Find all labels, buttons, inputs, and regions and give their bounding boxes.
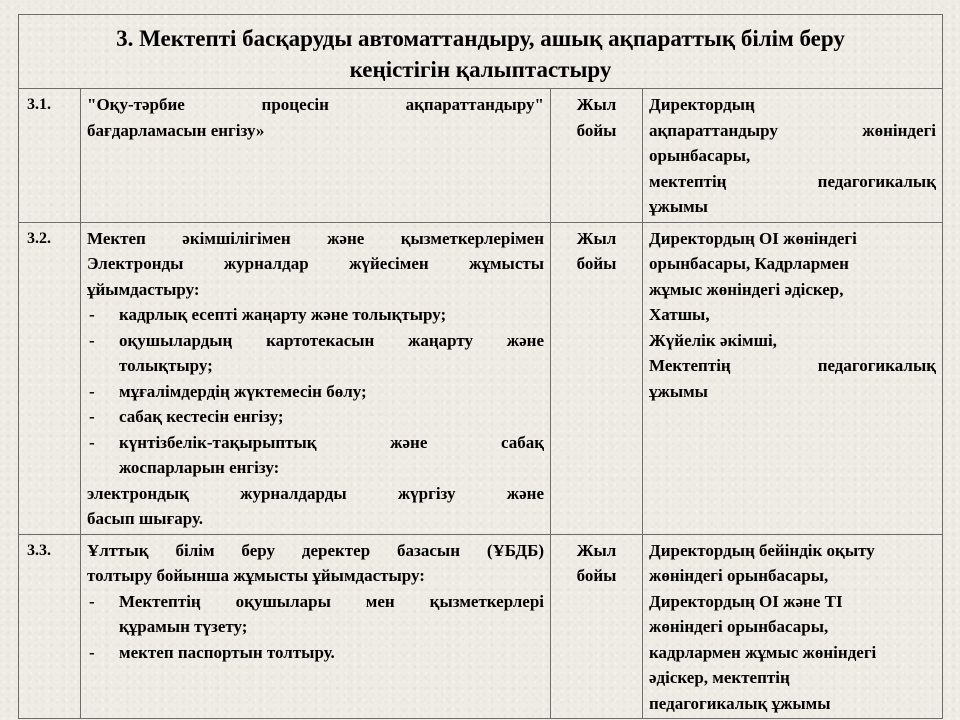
responsible-line: Директордың ОІ жөніндегі	[649, 228, 857, 248]
section-title-row	[19, 15, 943, 89]
task-line: толтыру бойынша жұмысты ұйымдастыру:	[87, 566, 425, 585]
deadline-cell	[551, 534, 643, 719]
row-number: 3.3.	[19, 534, 81, 719]
task-cell	[81, 534, 551, 719]
deadline-cell	[551, 222, 643, 534]
plan-table	[18, 14, 943, 719]
list-item-text: Мектептің оқушылары мен қызметкерлері	[119, 591, 544, 611]
list-item	[87, 589, 544, 640]
row-number: 3.1.	[19, 89, 81, 223]
list-item	[87, 328, 544, 379]
list-dash: -	[89, 407, 95, 426]
list-dash: -	[89, 642, 95, 662]
responsible-line: орынбасары,	[649, 146, 751, 165]
responsible-line: педагогикалық ұжымы	[649, 693, 831, 713]
responsible-cell	[643, 222, 943, 534]
list-dash: -	[89, 330, 95, 350]
list-item-text: кадрлық есепті жаңарту және толықтыру;	[119, 305, 447, 324]
deadline-line: бойы	[576, 254, 617, 273]
responsible-line: Хатшы,	[649, 305, 710, 324]
task-line: "Оқу-тәрбие процесін ақпараттандыру"	[87, 95, 544, 114]
table-row	[19, 534, 943, 719]
list-item-text: мектеп паспортын толтыру.	[119, 642, 335, 662]
responsible-line: ұжымы	[649, 197, 708, 216]
deadline-line: Жыл	[576, 228, 617, 248]
list-item	[87, 379, 544, 405]
task-line: ұйымдастыру:	[87, 279, 200, 299]
list-item	[87, 640, 544, 666]
responsible-cell	[643, 89, 943, 223]
task-line: Электронды журналдар жүйесімен жұмысты	[87, 254, 544, 273]
responsible-line: жөніндегі орынбасары,	[649, 566, 829, 585]
responsible-line: ақпараттандыру жөніндегі	[649, 120, 937, 140]
responsible-line: мектептің педагогикалық	[649, 171, 937, 191]
responsible-line: Директордың	[649, 95, 755, 114]
table-row	[19, 222, 943, 534]
deadline-line: Жыл	[576, 540, 617, 560]
task-line: бағдарламасын енгізу»	[87, 120, 265, 140]
task-line: басып шығару.	[87, 509, 203, 528]
list-item-text: сабақ кестесін енгізу;	[119, 407, 284, 426]
list-item-text: құрамын түзету;	[119, 617, 248, 636]
responsible-line: кадрлармен жұмыс жөніндегі	[649, 642, 877, 662]
deadline-line: бойы	[576, 566, 617, 585]
task-line: Мектеп әкімшілігімен және қызметкерлерімен	[87, 228, 544, 248]
section-title-line-1: 3. Мектепті басқаруды автоматтандыру, ашық ақпараттық білім беру	[116, 26, 845, 51]
deadline-cell	[551, 89, 643, 223]
responsible-line: Директордың бейіндік оқыту	[649, 540, 875, 560]
list-item-text: оқушылардың картотекасын жаңарту және	[119, 330, 544, 350]
section-title	[19, 15, 943, 89]
list-dash: -	[89, 432, 95, 452]
list-item	[87, 404, 544, 430]
responsible-line: Мектептің педагогикалық	[649, 356, 937, 375]
responsible-line: жөніндегі орынбасары,	[649, 617, 829, 636]
list-item-text: толықтыру;	[119, 356, 213, 375]
task-cell	[81, 222, 551, 534]
list-dash: -	[89, 591, 95, 611]
responsible-line: жұмыс жөніндегі әдіскер,	[649, 279, 844, 299]
responsible-line: орынбасары, Кадрлармен	[649, 254, 849, 273]
list-dash: -	[89, 305, 95, 324]
table-row	[19, 89, 943, 223]
responsible-line: Жүйелік әкімші,	[649, 330, 777, 350]
list-item	[87, 430, 544, 481]
list-dash: -	[89, 381, 95, 401]
row-number: 3.2.	[19, 222, 81, 534]
deadline-line: Жыл	[576, 95, 617, 114]
responsible-line: әдіскер, мектептің	[649, 668, 790, 687]
task-line: Ұлттық білім беру деректер базасын (ҰБДБ)	[87, 540, 544, 560]
list-item	[87, 302, 544, 328]
list-item-text: мұғалімдердің жүктемесін бөлу;	[119, 381, 367, 401]
task-cell	[81, 89, 551, 223]
responsible-line: Директордың ОІ және ТІ	[649, 591, 843, 611]
list-item-text: күнтізбелік-тақырыптық және сабақ	[119, 432, 544, 452]
deadline-line: бойы	[576, 120, 617, 140]
responsible-line: ұжымы	[649, 381, 708, 401]
responsible-cell	[643, 534, 943, 719]
list-item-text: жоспарларын енгізу:	[119, 458, 280, 477]
section-title-line-2: кеңістігін қалыптастыру	[349, 57, 612, 82]
task-line: электрондық журналдарды жүргізу және	[87, 483, 544, 503]
